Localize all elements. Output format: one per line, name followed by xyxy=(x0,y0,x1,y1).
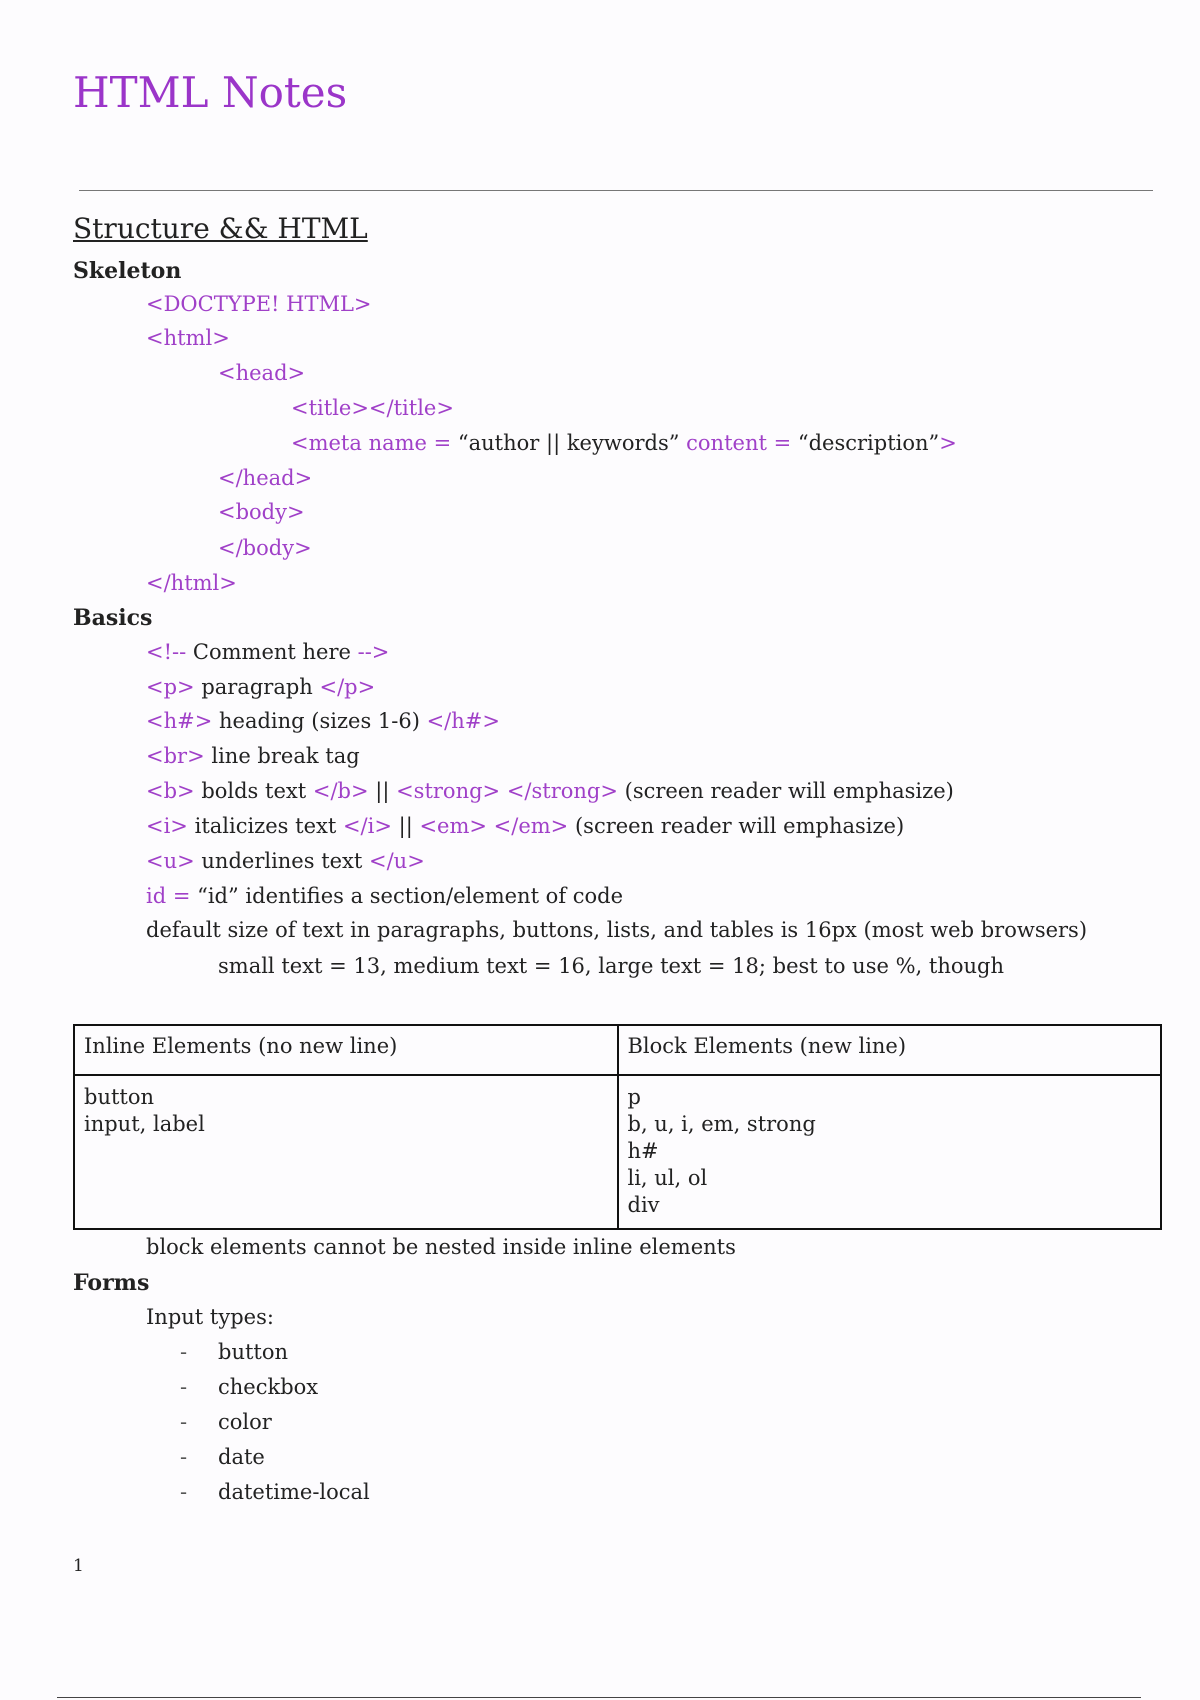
p-close-tag: </p> xyxy=(319,675,376,699)
code-body-open: <body> xyxy=(218,500,305,524)
section-heading: Structure && HTML xyxy=(73,212,368,245)
code-head-close: </head> xyxy=(218,466,313,490)
code-html-close: </html> xyxy=(146,571,237,595)
list-item: datetime-local xyxy=(218,1480,370,1504)
meta-name-value: “author || keywords” xyxy=(457,431,680,455)
u-open-tag: <u> xyxy=(146,849,195,873)
basics-underline xyxy=(146,849,425,874)
b-close-tag: </b> xyxy=(312,779,369,803)
code-head-open: <head> xyxy=(218,361,306,385)
inline-item: button xyxy=(84,1085,155,1109)
list-item: button xyxy=(218,1340,289,1364)
comment-close-tag: --> xyxy=(350,640,390,664)
list-item: date xyxy=(218,1445,265,1469)
bullet-dash: - xyxy=(180,1445,188,1469)
page-bottom-rule xyxy=(57,1697,1141,1698)
p-text: paragraph xyxy=(194,675,320,699)
inline-cell xyxy=(74,1075,618,1229)
i-text: italicizes text xyxy=(187,814,343,838)
b-text: bolds text xyxy=(194,779,313,803)
h-open-tag: <h#> xyxy=(146,709,213,733)
em-open-tag: <em> xyxy=(419,814,487,838)
inline-header: Inline Elements (no new line) xyxy=(74,1025,618,1075)
h-text: heading (sizes 1-6) xyxy=(212,709,427,733)
b-note: (screen reader will emphasize) xyxy=(617,779,954,803)
basics-bold xyxy=(146,779,954,804)
input-types-label: Input types: xyxy=(146,1305,274,1329)
id-attr: id = xyxy=(146,884,198,908)
block-item: b, u, i, em, strong xyxy=(627,1112,816,1136)
nesting-note: block elements cannot be nested inside inline elements xyxy=(146,1235,736,1259)
u-text: underlines text xyxy=(194,849,370,873)
i-close-tag: </i> xyxy=(342,814,392,838)
h-close-tag: </h#> xyxy=(426,709,500,733)
meta-close: > xyxy=(939,431,957,455)
code-body-close: </body> xyxy=(218,536,312,560)
forms-heading: Forms xyxy=(73,1270,150,1296)
default-size-note: default size of text in paragraphs, buttons, lists, and tables is 16px (most web browsers) xyxy=(146,918,1088,942)
code-title: <title></title> xyxy=(291,396,454,420)
meta-content-value: “description” xyxy=(797,431,940,455)
bullet-dash: - xyxy=(180,1410,188,1434)
skeleton-heading: Skeleton xyxy=(73,258,182,284)
i-note: (screen reader will emphasize) xyxy=(568,814,905,838)
block-item: div xyxy=(627,1193,660,1217)
basics-italic xyxy=(146,814,904,839)
block-cell xyxy=(618,1075,1162,1229)
block-item: li, ul, ol xyxy=(627,1166,708,1190)
meta-content-attr: content = xyxy=(679,431,798,455)
block-item: p xyxy=(627,1085,641,1109)
b-open-tag: <b> xyxy=(146,779,195,803)
block-item: h# xyxy=(627,1139,659,1163)
meta-tag-name: <meta name = xyxy=(291,431,458,455)
block-header: Block Elements (new line) xyxy=(618,1025,1162,1075)
basics-heading: Basics xyxy=(73,605,153,631)
code-html-open: <html> xyxy=(146,326,230,350)
i-or: || xyxy=(391,814,420,838)
bullet-dash: - xyxy=(180,1480,188,1504)
page-title: HTML Notes xyxy=(73,68,348,117)
em-close-tag: </em> xyxy=(487,814,569,838)
basics-paragraph xyxy=(146,675,375,700)
comment-text: Comment here xyxy=(192,640,351,664)
comment-open-tag: <!-- xyxy=(146,640,193,664)
basics-line-break xyxy=(146,744,360,769)
bullet-dash: - xyxy=(180,1375,188,1399)
basics-id xyxy=(146,884,623,909)
p-open-tag: <p> xyxy=(146,675,195,699)
page-number: 1 xyxy=(73,1556,84,1576)
br-text: line break tag xyxy=(204,744,360,768)
inline-item: input, label xyxy=(84,1112,205,1136)
i-open-tag: <i> xyxy=(146,814,188,838)
br-tag: <br> xyxy=(146,744,205,768)
code-meta xyxy=(291,431,957,456)
list-item: color xyxy=(218,1410,272,1434)
bullet-dash: - xyxy=(180,1340,188,1364)
horizontal-rule xyxy=(79,190,1153,191)
u-close-tag: </u> xyxy=(369,849,425,873)
code-doctype: <DOCTYPE! HTML> xyxy=(146,292,372,316)
basics-heading-tag xyxy=(146,709,500,734)
basics-comment xyxy=(146,640,389,665)
table-row xyxy=(74,1075,1161,1229)
strong-open-tag: <strong> xyxy=(396,779,501,803)
strong-close-tag: </strong> xyxy=(500,779,618,803)
id-text: “id” identifies a section/element of code xyxy=(197,884,624,908)
list-item: checkbox xyxy=(218,1375,319,1399)
elements-table xyxy=(73,1024,1162,1230)
table-header-row xyxy=(74,1025,1161,1075)
b-or: || xyxy=(368,779,397,803)
size-values-note: small text = 13, medium text = 16, large text = 18; best to use %, though xyxy=(218,954,1004,978)
